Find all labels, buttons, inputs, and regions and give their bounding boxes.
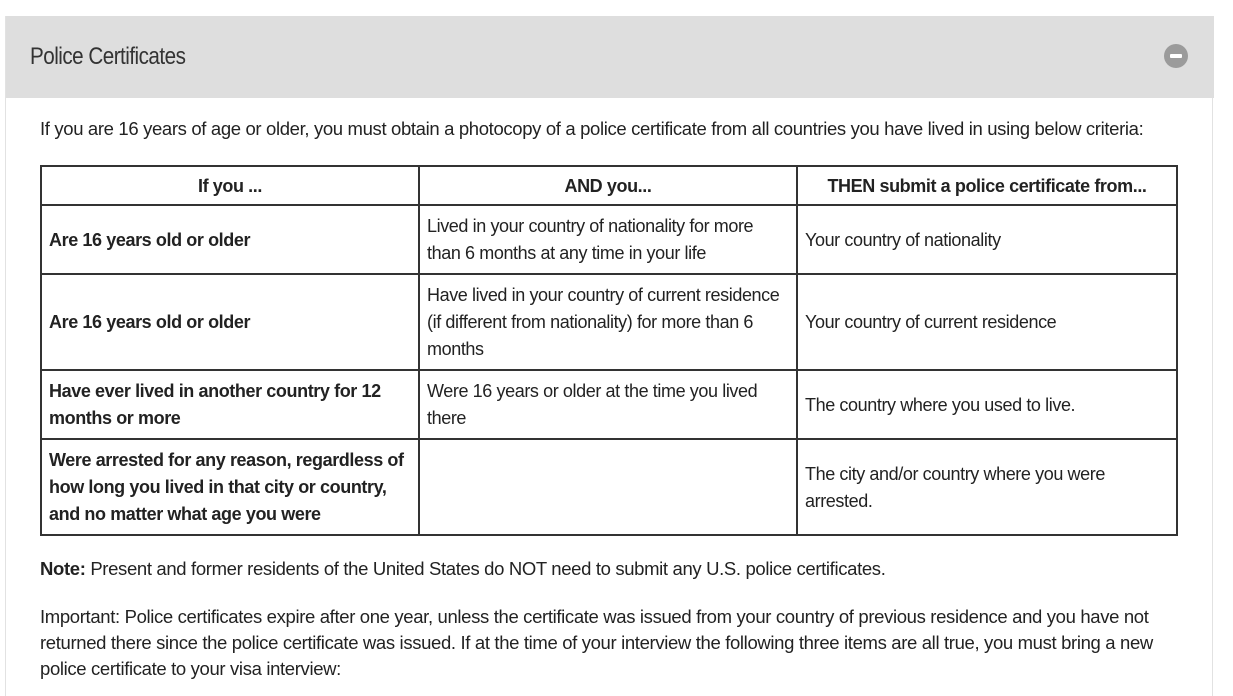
table-cell: Your country of nationality bbox=[797, 205, 1177, 274]
important-text: Important: Police certificates expire after one year, unless the certificate was issued from your country of previous residence and you have not returned there since the police certificate was issued. If at the time of your interview the following three items are all true, you must bring a new police certificate to your visa interview: bbox=[40, 606, 1153, 679]
table-cell: Were 16 years or older at the time you lived there bbox=[419, 370, 797, 439]
panel-header[interactable] bbox=[6, 16, 1214, 98]
table-row bbox=[41, 205, 1177, 274]
table-cell: Were arrested for any reason, regardless of how long you lived in that city or country, and no matter what age you were bbox=[41, 439, 419, 535]
note-body: Present and former residents of the United States do NOT need to submit any U.S. police certificates. bbox=[85, 558, 886, 579]
table-cell: The country where you used to live. bbox=[797, 370, 1177, 439]
table-row bbox=[41, 274, 1177, 370]
table-cell: Have ever lived in another country for 12 months or more bbox=[41, 370, 419, 439]
table-cell: Lived in your country of nationality for more than 6 months at any time in your life bbox=[419, 205, 797, 274]
table-cell bbox=[419, 439, 797, 535]
column-header: THEN submit a police certificate from... bbox=[797, 166, 1177, 205]
table-cell: Are 16 years old or older bbox=[41, 274, 419, 370]
note-text bbox=[40, 558, 886, 580]
column-header: AND you... bbox=[419, 166, 797, 205]
note-label: Note: bbox=[40, 558, 86, 579]
intro-text: If you are 16 years of age or older, you must obtain a photocopy of a police certificate from all countries you have lived in using below criteria: bbox=[40, 118, 1144, 139]
table-cell: Your country of current residence bbox=[797, 274, 1177, 370]
column-header: If you ... bbox=[41, 166, 419, 205]
table-row bbox=[41, 370, 1177, 439]
panel-title: Police Certificates bbox=[30, 43, 186, 70]
table-row bbox=[41, 439, 1177, 535]
table-cell: The city and/or country where you were arrested. bbox=[797, 439, 1177, 535]
table-cell: Have lived in your country of current residence (if different from nationality) for more than 6 months bbox=[419, 274, 797, 370]
table-cell: Are 16 years old or older bbox=[41, 205, 419, 274]
minus-circle-icon[interactable] bbox=[1164, 44, 1188, 68]
criteria-table bbox=[40, 165, 1178, 536]
table-header-row bbox=[41, 166, 1177, 205]
